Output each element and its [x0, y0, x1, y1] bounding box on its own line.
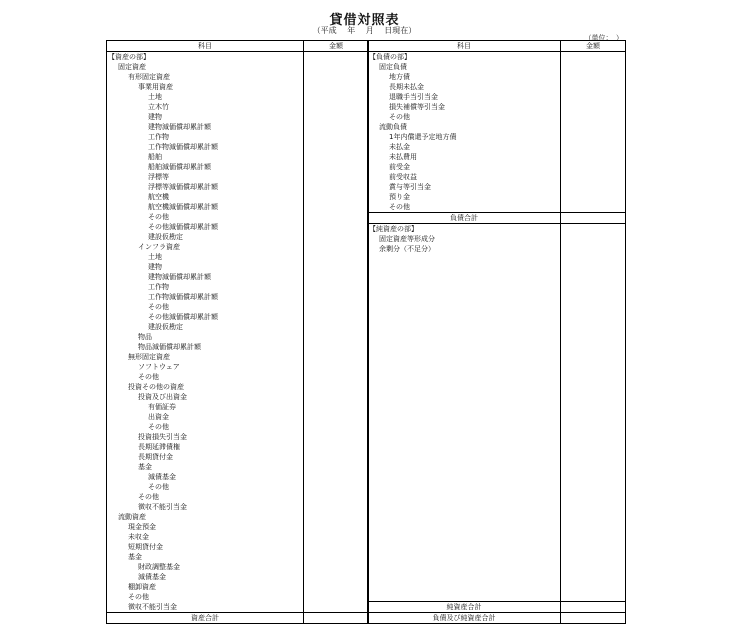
table-row: [107, 552, 368, 562]
amount-cell[interactable]: [303, 613, 368, 623]
table-row: [107, 72, 368, 82]
table-row: [368, 132, 625, 142]
amount-cell[interactable]: [560, 52, 625, 62]
amount-cell[interactable]: [303, 202, 368, 212]
item-label: 投資及び出資金: [138, 393, 187, 401]
table-row: [368, 182, 625, 192]
table-row: [368, 122, 625, 132]
item-label: 余剰分（不足分）: [379, 245, 435, 253]
item-label: 固定資産: [118, 63, 146, 71]
table-row: [107, 342, 368, 352]
table-row: [107, 362, 368, 372]
amount-cell[interactable]: [560, 162, 625, 172]
amount-cell[interactable]: [303, 472, 368, 482]
amount-cell[interactable]: [303, 192, 368, 202]
item-label: 徴収不能引当金: [128, 603, 177, 611]
table-row: [107, 402, 368, 412]
amount-cell[interactable]: [303, 312, 368, 322]
table-row: [368, 224, 625, 234]
amount-cell[interactable]: [303, 62, 368, 72]
item-header: 科目: [457, 42, 471, 50]
item-label: その他: [138, 493, 159, 501]
table-row: [107, 482, 368, 492]
amount-cell[interactable]: [303, 322, 368, 332]
table-row: [107, 132, 368, 142]
table-row: [107, 92, 368, 102]
amount-cell[interactable]: [303, 572, 368, 582]
amount-cell[interactable]: [303, 222, 368, 232]
table-row: [107, 422, 368, 432]
blank-space: [368, 254, 625, 601]
amount-cell[interactable]: [560, 122, 625, 132]
amount-cell[interactable]: [560, 72, 625, 82]
amount-cell[interactable]: [303, 302, 368, 312]
table-row: [368, 72, 625, 82]
amount-cell[interactable]: [560, 142, 625, 152]
item-label: その他: [138, 373, 159, 381]
item-label: 工作物減価償却累計額: [148, 143, 218, 151]
amount-cell[interactable]: [303, 282, 368, 292]
item-label: インフラ資産: [138, 243, 180, 251]
table-row: [107, 152, 368, 162]
amount-cell[interactable]: [303, 342, 368, 352]
item-label: 固定資産等形成分: [379, 235, 435, 243]
table-row: [107, 222, 368, 232]
item-label: その他: [389, 203, 410, 211]
item-label: 長期貸付金: [138, 453, 173, 461]
amount-cell[interactable]: [560, 224, 625, 234]
table-row: [368, 192, 625, 202]
item-label: 長期延滞債権: [138, 443, 180, 451]
amount-cell[interactable]: [303, 592, 368, 602]
table-row: [107, 282, 368, 292]
as-of-date: （平成 年 月 日現在）: [312, 26, 417, 35]
item-label: 徴収不能引当金: [138, 503, 187, 511]
amount-cell[interactable]: [560, 202, 625, 212]
item-label: 事業用資産: [138, 83, 173, 91]
item-label: 減債基金: [148, 473, 176, 481]
table-row: [368, 152, 625, 162]
amount-cell[interactable]: [303, 122, 368, 132]
table-row: [368, 92, 625, 102]
table-row: [107, 432, 368, 442]
item-label: 建設仮勘定: [148, 233, 183, 241]
table-row: [368, 234, 625, 244]
amount-cell[interactable]: [303, 232, 368, 242]
table-row: [107, 442, 368, 452]
liabilities-table: [367, 40, 626, 624]
table-row: [368, 142, 625, 152]
table-row: [107, 62, 368, 72]
table-row: [107, 452, 368, 462]
table-row: [107, 462, 368, 472]
amount-cell[interactable]: [560, 234, 625, 244]
table-row: [107, 472, 368, 482]
item-label: 建物: [148, 263, 162, 271]
amount-cell[interactable]: [303, 242, 368, 252]
amount-cell[interactable]: [303, 132, 368, 142]
table-row: [107, 512, 368, 522]
table-row: [107, 392, 368, 402]
table-row: [107, 242, 368, 252]
item-label: 短期貸付金: [128, 543, 163, 551]
table-row: [107, 582, 368, 592]
header-row: [107, 41, 368, 52]
item-label: 船舶: [148, 153, 162, 161]
amount-cell[interactable]: [303, 402, 368, 412]
amount-cell[interactable]: [303, 412, 368, 422]
assets-table: [106, 40, 369, 624]
amount-cell[interactable]: [303, 492, 368, 502]
table-row: [107, 322, 368, 332]
table-row: [368, 162, 625, 172]
item-label: その他: [389, 113, 410, 121]
table-row: [107, 232, 368, 242]
grand-total-label: 負債及び純資産合計: [432, 614, 496, 622]
item-label: 出資金: [148, 413, 169, 421]
item-label: 退職手当引当金: [389, 93, 438, 101]
item-label: その他: [148, 423, 169, 431]
table-row: [107, 572, 368, 582]
item-label: 地方債: [389, 73, 410, 81]
amount-header: 金額: [560, 41, 625, 51]
item-label: ソフトウェア: [138, 363, 180, 371]
amount-cell[interactable]: [303, 512, 368, 522]
table-row: [107, 142, 368, 152]
table-row: [107, 372, 368, 382]
item-label: 投資損失引当金: [138, 433, 187, 441]
table-row: [107, 532, 368, 542]
item-label: 建物減価償却累計額: [148, 273, 211, 281]
table-row: [107, 262, 368, 272]
table-row: [107, 412, 368, 422]
item-label: その他減価償却累計額: [148, 313, 218, 321]
item-label: 投資その他の資産: [128, 383, 184, 391]
item-label: 棚卸資産: [128, 583, 156, 591]
table-row: [107, 212, 368, 222]
item-label: 預り金: [389, 193, 410, 201]
liabilities-total-row: [368, 212, 625, 223]
table-row: [107, 542, 368, 552]
amount-cell[interactable]: [303, 602, 368, 612]
amount-cell[interactable]: [303, 72, 368, 82]
item-label: 浮標等: [148, 173, 169, 181]
item-label: 【資産の部】: [108, 53, 150, 61]
table-row: [368, 244, 625, 254]
amount-cell[interactable]: [303, 92, 368, 102]
unit-label: （単位： ）: [584, 34, 623, 42]
amount-cell[interactable]: [303, 582, 368, 592]
table-row: [107, 502, 368, 512]
item-label: 工作物減価償却累計額: [148, 293, 218, 301]
amount-cell[interactable]: [303, 152, 368, 162]
table-row: [107, 102, 368, 112]
item-label: 賞与等引当金: [389, 183, 431, 191]
item-label: 建物減価償却累計額: [148, 123, 211, 131]
table-row: [107, 522, 368, 532]
item-label: その他: [148, 483, 169, 491]
amount-cell[interactable]: [303, 462, 368, 472]
amount-cell[interactable]: [303, 272, 368, 282]
table-row: [107, 592, 368, 602]
amount-cell[interactable]: [303, 442, 368, 452]
table-row: [368, 52, 625, 62]
header-row: [368, 41, 625, 52]
item-label: 【純資産の部】: [369, 225, 418, 233]
item-label: 現金預金: [128, 523, 156, 531]
table-row: [107, 162, 368, 172]
table-row: [107, 602, 368, 612]
table-row: [107, 382, 368, 392]
item-label: 【負債の部】: [369, 53, 411, 61]
table-row: [107, 492, 368, 502]
amount-cell[interactable]: [303, 522, 368, 532]
amount-cell[interactable]: [560, 82, 625, 92]
amount-cell[interactable]: [560, 92, 625, 102]
amount-cell[interactable]: [560, 132, 625, 142]
item-label: 建設仮勘定: [148, 323, 183, 331]
item-label: 土地: [148, 253, 162, 261]
item-label: 物品減価償却累計額: [138, 343, 201, 351]
item-label: 未収金: [128, 533, 149, 541]
amount-cell[interactable]: [560, 102, 625, 112]
item-label: 財政調整基金: [138, 563, 180, 571]
item-label: 無形固定資産: [128, 353, 170, 361]
amount-cell[interactable]: [303, 382, 368, 392]
item-label: 船舶減価償却累計額: [148, 163, 211, 171]
item-label: 建物: [148, 113, 162, 121]
table-row: [107, 192, 368, 202]
amount-cell[interactable]: [303, 352, 368, 362]
net-assets-total-label: 純資産合計: [446, 603, 482, 611]
item-label: 航空機減価償却累計額: [148, 203, 218, 211]
assets-total-row: [107, 612, 368, 623]
amount-cell[interactable]: [303, 452, 368, 462]
table-row: [107, 202, 368, 212]
amount-cell[interactable]: [303, 392, 368, 402]
table-row: [107, 312, 368, 322]
amount-cell[interactable]: [303, 562, 368, 572]
amount-cell[interactable]: [303, 362, 368, 372]
amount-cell[interactable]: [303, 82, 368, 92]
table-row: [107, 562, 368, 572]
item-label: その他: [148, 303, 169, 311]
table-row: [107, 122, 368, 132]
table-row: [107, 52, 368, 62]
table-row: [107, 252, 368, 262]
amount-cell[interactable]: [303, 252, 368, 262]
amount-cell[interactable]: [560, 152, 625, 162]
item-label: 物品: [138, 333, 152, 341]
table-row: [107, 112, 368, 122]
table-row: [107, 292, 368, 302]
item-label: 未払費用: [389, 153, 417, 161]
table-row: [107, 82, 368, 92]
amount-cell[interactable]: [560, 192, 625, 202]
amount-cell[interactable]: [303, 102, 368, 112]
item-label: その他: [148, 213, 169, 221]
assets-total-label: 資産合計: [191, 614, 219, 622]
table-row: [107, 172, 368, 182]
item-label: その他: [128, 593, 149, 601]
item-label: 浮標等減価償却累計額: [148, 183, 218, 191]
item-label: 基金: [138, 463, 152, 471]
amount-cell[interactable]: [303, 52, 368, 62]
item-label: 前受収益: [389, 173, 417, 181]
amount-cell[interactable]: [560, 213, 625, 223]
item-label: 減債基金: [138, 573, 166, 581]
amount-cell[interactable]: [560, 62, 625, 72]
amount-cell[interactable]: [303, 142, 368, 152]
table-row: [368, 102, 625, 112]
table-row: [368, 82, 625, 92]
amount-cell[interactable]: [303, 482, 368, 492]
amount-cell[interactable]: [303, 292, 368, 302]
table-row: [368, 172, 625, 182]
table-row: [368, 202, 625, 212]
table-row: [107, 272, 368, 282]
amount-cell[interactable]: [303, 182, 368, 192]
item-label: 土地: [148, 93, 162, 101]
amount-cell[interactable]: [303, 212, 368, 222]
amount-cell[interactable]: [303, 262, 368, 272]
amount-cell[interactable]: [303, 112, 368, 122]
amount-cell[interactable]: [560, 172, 625, 182]
item-label: 長期未払金: [389, 83, 424, 91]
item-label: 航空機: [148, 193, 169, 201]
item-label: 前受金: [389, 163, 410, 171]
amount-header: 金額: [303, 41, 368, 51]
item-label: 工作物: [148, 283, 169, 291]
item-label: その他減価償却累計額: [148, 223, 218, 231]
amount-cell[interactable]: [303, 422, 368, 432]
amount-cell[interactable]: [560, 613, 625, 623]
page-title: 貸借対照表: [329, 13, 400, 28]
item-label: 有形固定資産: [128, 73, 170, 81]
amount-cell[interactable]: [303, 432, 368, 442]
amount-cell[interactable]: [303, 542, 368, 552]
item-label: 未払金: [389, 143, 410, 151]
item-label: 流動資産: [118, 513, 146, 521]
table-row: [107, 302, 368, 312]
item-label: 工作物: [148, 133, 169, 141]
item-label: 流動負債: [379, 123, 407, 131]
table-row: [107, 332, 368, 342]
amount-cell[interactable]: [303, 502, 368, 512]
table-row: [107, 182, 368, 192]
item-label: 立木竹: [148, 103, 169, 111]
item-label: 有価証券: [148, 403, 176, 411]
net-assets-total-row: [368, 601, 625, 612]
table-row: [107, 352, 368, 362]
amount-cell[interactable]: [303, 552, 368, 562]
item-header: 科目: [198, 42, 212, 50]
amount-cell[interactable]: [560, 602, 625, 612]
table-row: [368, 62, 625, 72]
liabilities-total-label: 負債合計: [450, 214, 478, 222]
amount-cell[interactable]: [303, 332, 368, 342]
amount-cell[interactable]: [303, 372, 368, 382]
amount-cell[interactable]: [560, 244, 625, 254]
amount-cell[interactable]: [303, 172, 368, 182]
item-label: 損失補償等引当金: [389, 103, 445, 111]
item-label: 固定負債: [379, 63, 407, 71]
table-row: [368, 112, 625, 122]
amount-cell[interactable]: [303, 162, 368, 172]
grand-total-row: [368, 612, 625, 623]
item-label: 基金: [128, 553, 142, 561]
item-label: 1年内償還予定地方債: [389, 133, 457, 141]
amount-cell[interactable]: [560, 182, 625, 192]
amount-cell[interactable]: [303, 532, 368, 542]
amount-cell[interactable]: [560, 112, 625, 122]
